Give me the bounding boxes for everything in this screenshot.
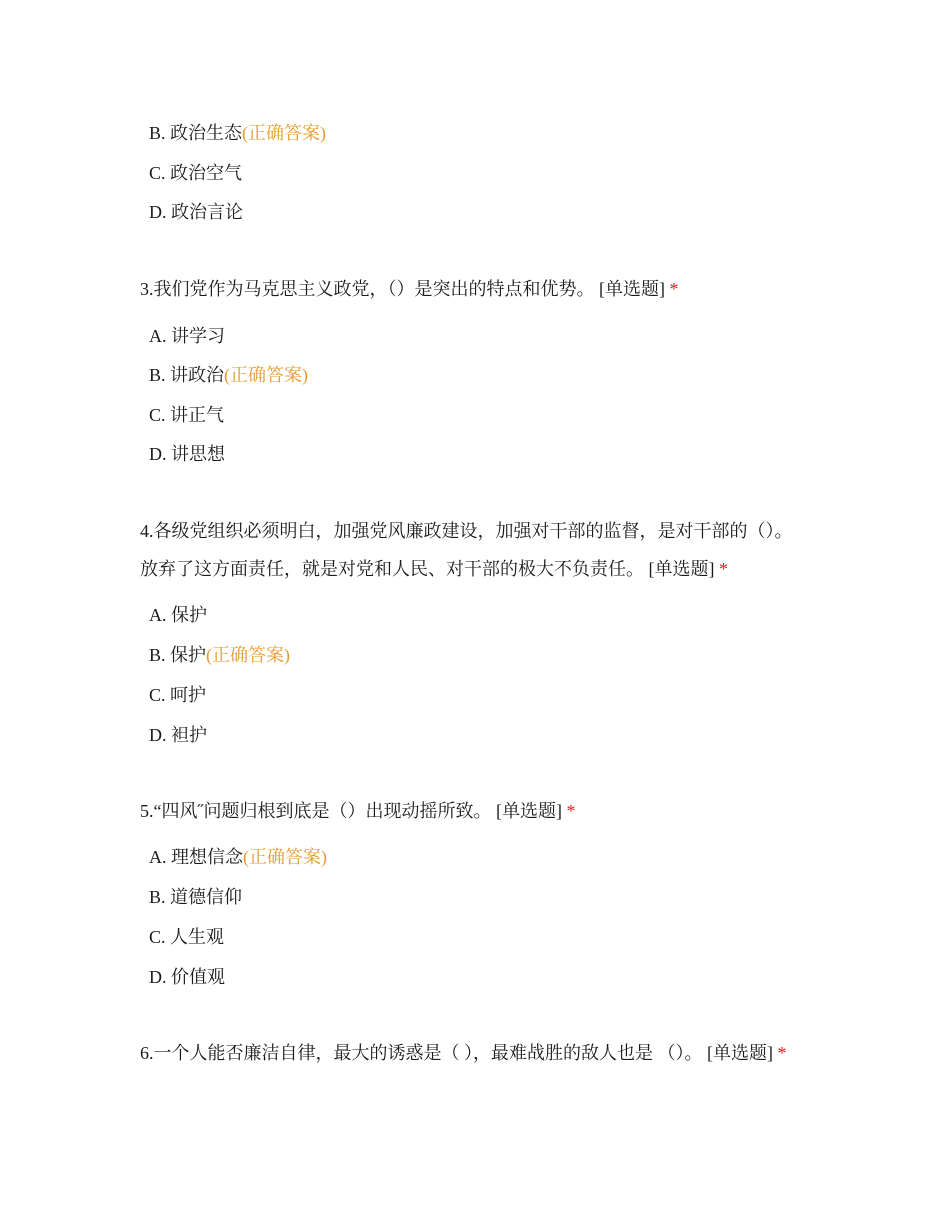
question-text: 5.“四风˝问题归根到底是（）出现动摇所致。 xyxy=(140,801,492,821)
option-letter: C. xyxy=(149,163,166,183)
q2-option-b[interactable] xyxy=(149,121,326,145)
option-letter: D. xyxy=(149,725,167,745)
q4-option-c[interactable] xyxy=(149,683,206,707)
question-text: 3.我们党作为马克思主义政党，（）是突出的特点和优势。 xyxy=(140,279,595,299)
question-type: [单选题] xyxy=(495,801,562,821)
option-letter: C. xyxy=(149,405,166,425)
option-letter: C. xyxy=(149,927,166,947)
option-text: 讲正气 xyxy=(170,405,225,425)
required-mark: * xyxy=(566,801,576,821)
option-text: 政治空气 xyxy=(170,163,243,183)
q3-option-d[interactable] xyxy=(149,442,225,466)
required-mark: * xyxy=(719,559,728,579)
option-text: 保护 xyxy=(170,645,207,665)
question-5-title xyxy=(140,792,805,830)
option-text: 讲政治 xyxy=(170,365,225,385)
correct-answer-tag: (正确答案) xyxy=(242,123,327,143)
option-letter: A. xyxy=(149,326,167,346)
question-text: 4.各级党组织必须明白，加强党风廉政建设，加强对干部的监督，是对干部的（）。放弃了这方面责任，就是对党和人民、对干部的极大不负责任。 xyxy=(140,521,793,579)
option-text: 价值观 xyxy=(171,967,225,987)
option-letter: D. xyxy=(149,444,167,464)
question-type: [单选题] xyxy=(648,559,715,579)
q3-option-c[interactable] xyxy=(149,403,224,427)
option-text: 人生观 xyxy=(170,927,225,947)
option-text: 讲学习 xyxy=(171,326,225,346)
option-text: 道德信仰 xyxy=(170,887,243,907)
question-text: 6.一个人能否廉洁自律，最大的诱惑是（ ），最难战胜的敌人也是 （）。 xyxy=(140,1043,703,1063)
option-letter: B. xyxy=(149,365,166,385)
option-text: 理想信念 xyxy=(171,847,243,867)
required-mark: * xyxy=(777,1043,787,1063)
q5-option-c[interactable] xyxy=(149,925,224,949)
correct-answer-tag: (正确答案) xyxy=(206,645,291,665)
required-mark: * xyxy=(669,279,679,299)
q4-option-b[interactable] xyxy=(149,643,290,667)
option-letter: B. xyxy=(149,887,166,907)
question-type: [单选题] xyxy=(599,279,665,299)
option-letter: A. xyxy=(149,847,167,867)
option-letter: B. xyxy=(149,123,166,143)
option-text: 呵护 xyxy=(170,685,207,705)
question-6-title xyxy=(140,1034,805,1072)
option-letter: C. xyxy=(149,685,166,705)
option-text: 保护 xyxy=(171,605,207,625)
option-letter: D. xyxy=(149,967,167,987)
question-4-title xyxy=(140,512,805,588)
question-type: [单选题] xyxy=(707,1043,773,1063)
q5-option-a[interactable] xyxy=(149,845,327,869)
option-letter: A. xyxy=(149,605,167,625)
q2-option-d[interactable] xyxy=(149,200,243,224)
option-text: 讲思想 xyxy=(171,444,225,464)
option-text: 政治言论 xyxy=(171,202,243,222)
q4-option-a[interactable] xyxy=(149,603,207,627)
question-3-title xyxy=(140,270,805,308)
q4-option-d[interactable] xyxy=(149,723,207,747)
option-text: 袒护 xyxy=(171,725,207,745)
correct-answer-tag: (正确答案) xyxy=(224,365,309,385)
q5-option-b[interactable] xyxy=(149,885,242,909)
option-letter: B. xyxy=(149,645,166,665)
q3-option-b[interactable] xyxy=(149,363,308,387)
option-letter: D. xyxy=(149,202,167,222)
q3-option-a[interactable] xyxy=(149,324,225,348)
q2-option-c[interactable] xyxy=(149,161,242,185)
option-text: 政治生态 xyxy=(170,123,243,143)
correct-answer-tag: (正确答案) xyxy=(243,847,327,867)
q5-option-d[interactable] xyxy=(149,965,225,989)
